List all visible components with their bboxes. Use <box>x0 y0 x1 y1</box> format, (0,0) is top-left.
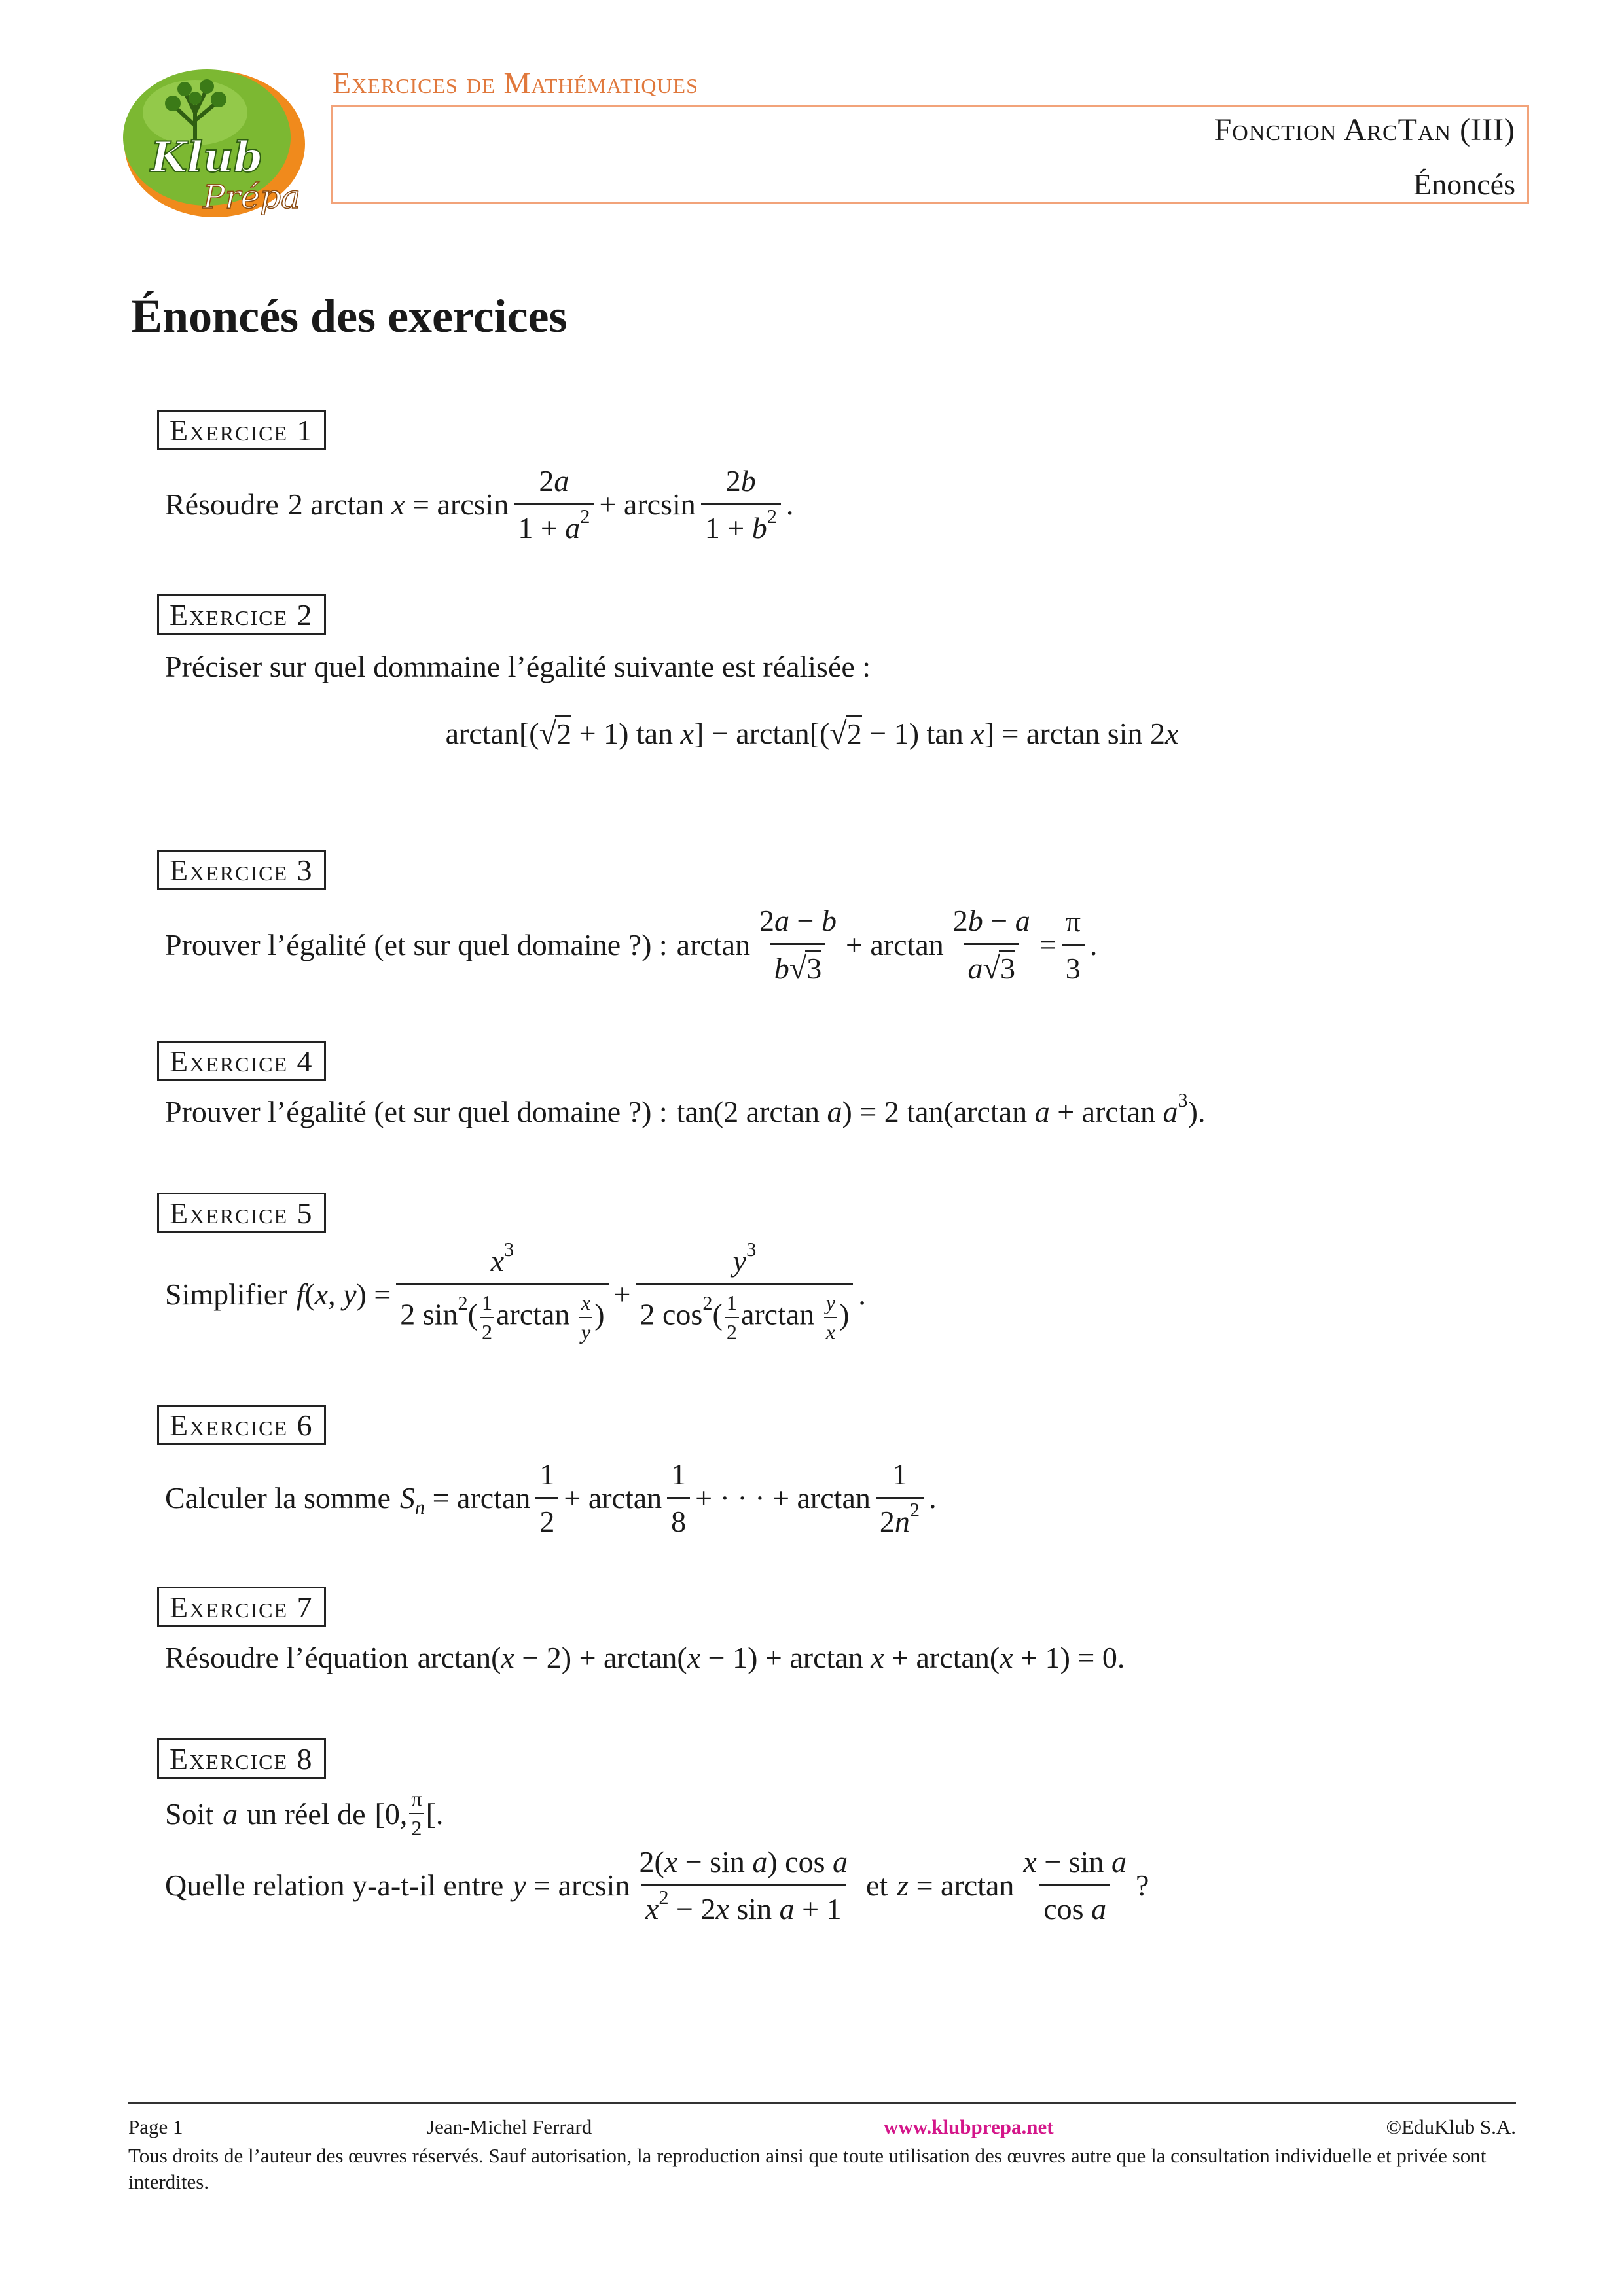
exercise-4-statement: Prouver l’égalité (et sur quel domaine ?) : tan(2 arctan a) = 2 tan(arctan $a + \arctan a^3$). <box>165 1089 1206 1128</box>
exercise-8-statement-2: Quelle relation y-a-t-il entre y = arcsin $\frac{\text{2(x − sin a) cos a}}{x^2 - 2x \sin a + 1}$ et z = arctan $\frac{\text{x − sin a}}{\text{cos a}}$ ? <box>165 1845 1149 1926</box>
fraction: $\frac{2a}{1 + a^2}$ <box>514 463 594 545</box>
exercise-8-question: Quelle relation y-a-t-il entre <box>165 1869 504 1902</box>
exercise-4-text: Prouver l’égalité (et sur quel domaine ?) : <box>165 1095 668 1128</box>
exercise-6-text: Calculer la somme <box>165 1481 391 1515</box>
fraction: $\frac{1}{8}$ <box>667 1457 690 1539</box>
fraction: $\frac{2b}{1 + b^2}$ <box>701 463 781 545</box>
svg-text:Klub: Klub <box>151 133 263 182</box>
exercise-8-text-mid: un réel de <box>247 1797 366 1831</box>
footer-page: Page 1 <box>128 2115 183 2138</box>
footer-website-link[interactable]: www.klubprepa.net <box>884 2115 1054 2138</box>
exercise-8-question-mark: ? <box>1135 1869 1149 1902</box>
footer-notice: Tous droits de l’auteur des œuvres réservés. Sauf autorisation, la reproduction ainsi que toute utilisation des œuvres autre que la consultation individuelle et privée sont interdites. <box>128 2144 1487 2193</box>
exercise-8-label: Exercice 8 <box>157 1738 326 1779</box>
footer-author: Jean-Michel Ferrard <box>427 2115 592 2138</box>
fraction: $\frac{\pi}{2}$ <box>409 1787 424 1840</box>
header-box <box>331 105 1529 204</box>
exercise-2-formula: arctan[( √ 2 + 1) tan x] − arctan[( √ 2 − 1) tan x] = arctan sin 2x <box>445 715 1179 751</box>
fraction: $x^3$ 2 $\sin^2$( $\frac{1}{2}$ arctan $\frac{x}{y}$ ) <box>396 1244 608 1344</box>
klub-prepa-logo <box>117 60 313 224</box>
exercise-8-statement-1: Soit a un réel de [0, $\frac{\pi}{2}$ [. <box>165 1787 444 1840</box>
fraction: $\frac{\text{2(x − sin a) cos a}}{x^2 - 2x \sin a + 1}$ <box>639 1845 848 1926</box>
fraction: $\frac{2b - a}{a√3}$ <box>952 904 1030 986</box>
series-title: Exercices de Mathématiques <box>333 66 698 99</box>
exercise-1-formula: 2 arctan x = arcsin <box>287 488 509 521</box>
exercise-4-label: Exercice 4 <box>157 1041 326 1081</box>
exercise-2-intro: Préciser sur quel dommaine l’égalité suivante est réalisée : <box>165 650 871 683</box>
fraction: $\frac{\text{x − sin a}}{\text{cos a}}$ <box>1023 1845 1127 1926</box>
exercise-7-statement: Résoudre l’équation arctan(x − 2) + arctan(x − 1) + arctan x + arctan(x + 1) = 0. <box>165 1641 1125 1674</box>
exercise-3-text: Prouver l’égalité (et sur quel domaine ?) : <box>165 928 668 961</box>
exercise-3-statement: Prouver l’égalité (et sur quel domaine ?) : arctan $\frac{2a - b}{b√3}$ + arctan $\frac{2b - a}{a√3}$ = $\frac{\pi}{3}$ . <box>165 904 1098 986</box>
exercise-1-label: Exercice 1 <box>157 410 326 450</box>
exercise-2-label: Exercice 2 <box>157 594 326 635</box>
exercise-5-text: Simplifier <box>165 1277 287 1311</box>
exercise-5-statement: Simplifier f(x, y) = $x^3$ 2 $\sin^2$( $\frac{1}{2}$ arctan $\frac{x}{y}$ ) + $y^3$ 2 $\cos^2$( $\frac{1}{2}$ arctan $\frac{y}{x}$ ) . <box>165 1238 866 1344</box>
exercise-7-text: Résoudre l’équation <box>165 1641 408 1674</box>
exercise-8-text: Soit <box>165 1797 214 1831</box>
fraction: $\frac{2a - b}{b√3}$ <box>759 904 837 986</box>
page-title: Énoncés des exercices <box>131 290 568 342</box>
exercise-1-statement: Résoudre 2 arctan x = arcsin $\frac{2a}{1 + a^2}$ + arcsin $\frac{2b}{1 + b^2}$ . <box>165 464 794 545</box>
fraction: $y^3$ 2 $\cos^2$( $\frac{1}{2}$ arctan $\frac{y}{x}$ ) <box>636 1244 854 1344</box>
fraction: $\frac{1}{2n^2}$ <box>876 1457 924 1539</box>
exercise-3-label: Exercice 3 <box>157 850 326 890</box>
exercise-8-and: et <box>865 1869 888 1902</box>
footer-copyright: ©EduKlub S.A. <box>1386 2115 1516 2138</box>
exercise-6-statement: Calculer la somme $S_n = \arctan$ $\frac{1}{2}$ + arctan $\frac{1}{8}$ + · · · + arctan $\frac{1}{2n^2}$ . <box>165 1458 937 1538</box>
exercise-6-label: Exercice 6 <box>157 1405 326 1445</box>
document-subtitle: Énoncés <box>1413 168 1515 201</box>
exercise-2-text <box>165 649 871 684</box>
exercise-1-text: Résoudre <box>165 488 279 521</box>
document-title: Fonction ArcTan (III) <box>1214 113 1515 147</box>
fraction: $\frac{1}{2}$ <box>535 1457 558 1539</box>
svg-text:Prépa: Prépa <box>203 178 300 216</box>
fraction: $\frac{\pi}{3}$ <box>1062 904 1085 986</box>
footer-rule <box>128 2102 1516 2104</box>
exercise-7-label: Exercice 7 <box>157 1587 326 1627</box>
exercise-5-label: Exercice 5 <box>157 1193 326 1233</box>
